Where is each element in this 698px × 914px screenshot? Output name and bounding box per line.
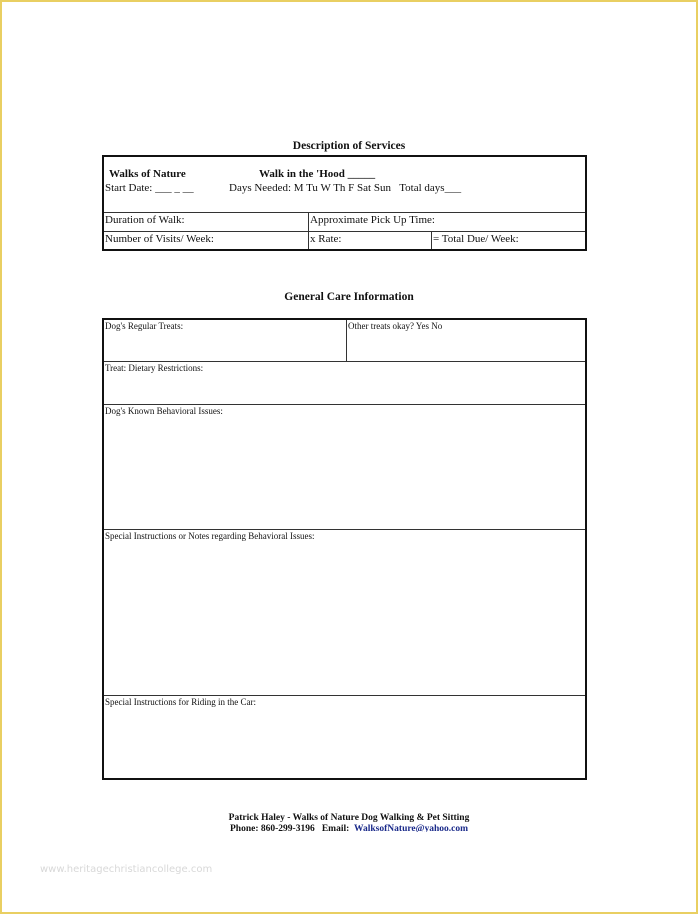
footer-contact-line [0,823,698,832]
other-treats-field[interactable]: Other treats okay? Yes No [347,319,587,361]
days-needed-field[interactable]: Days Needed: M Tu W Th F Sat Sun [229,182,391,194]
riding-car-field[interactable]: Special Instructions for Riding in the Car: [103,695,586,779]
regular-treats-field[interactable]: Dog's Regular Treats: [103,319,347,361]
footer-email-label: Email: [321,824,350,832]
services-heading: Description of Services [292,140,406,152]
care-heading: General Care Information [284,291,414,303]
total-days-field[interactable]: Total days___ [399,182,462,194]
visits-field[interactable]: Number of Visits/ Week: [103,231,309,250]
watermark-text: www.heritagechristiancollege.com [40,864,213,875]
footer-contact-clip [0,822,698,832]
walk-in-hood-label[interactable]: Walk in the 'Hood _____ [259,168,376,180]
pickup-time-field[interactable]: Approximate Pick Up Time: [309,212,587,231]
care-table [102,318,587,780]
walks-of-nature-label: Walks of Nature [109,168,186,180]
total-due-field[interactable]: = Total Due/ Week: [432,231,587,250]
behavioral-issues-field[interactable]: Dog's Known Behavioral Issues: [103,404,586,529]
footer-phone: Phone: 860-299-3196 [230,824,315,832]
start-date-field[interactable]: Start Date: ___ _ __ [105,182,194,194]
dietary-restrictions-field[interactable]: Treat: Dietary Restrictions: [103,361,586,404]
services-table [102,155,587,251]
special-notes-field[interactable]: Special Instructions or Notes regarding Behavioral Issues: [103,529,586,695]
footer-email-link[interactable]: WalksofNature@yahoo.com [354,824,468,832]
duration-field[interactable]: Duration of Walk: [103,212,309,231]
footer-business-line: Patrick Haley - Walks of Nature Dog Walking & Pet Sitting [228,813,470,823]
service-options-cell [103,156,586,212]
rate-field[interactable]: x Rate: [309,231,432,250]
